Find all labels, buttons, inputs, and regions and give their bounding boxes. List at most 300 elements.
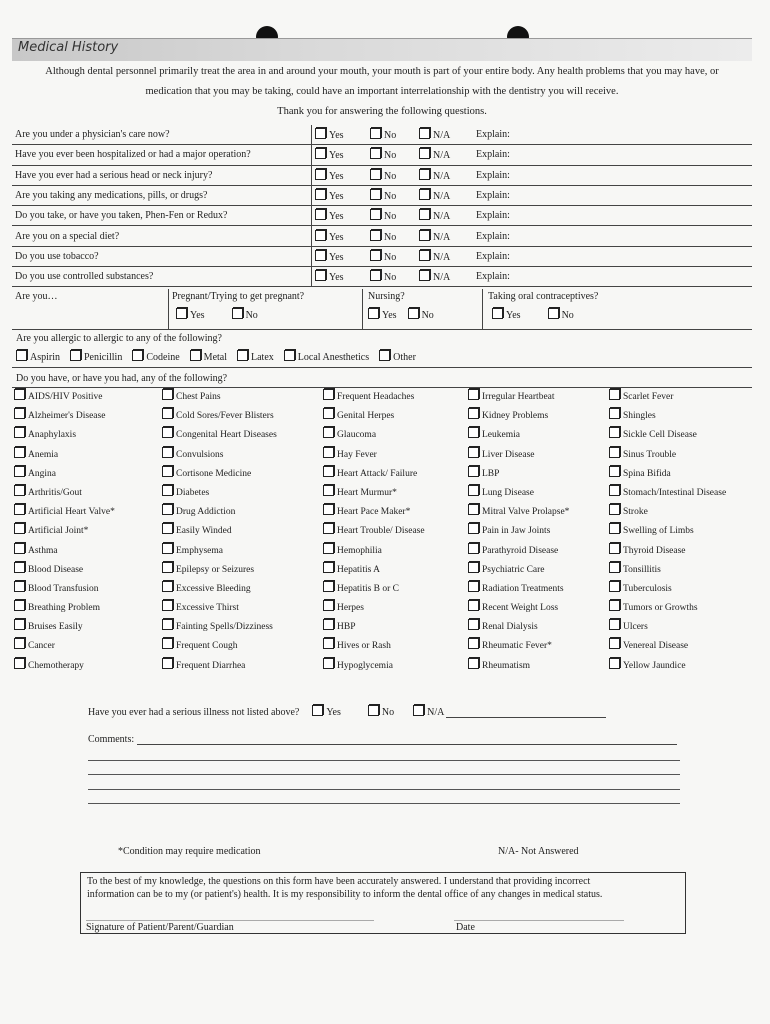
- condition-checkbox[interactable]: [162, 581, 173, 592]
- illness-no-checkbox[interactable]: [368, 705, 379, 716]
- no-option: [367, 226, 416, 246]
- condition-checkbox[interactable]: [609, 600, 620, 611]
- condition-checkbox[interactable]: [323, 504, 334, 515]
- condition-label: Alzheimer's Disease: [28, 411, 106, 422]
- explain-field[interactable]: [473, 185, 752, 205]
- condition-label: Psychiatric Care: [482, 564, 545, 575]
- condition-checkbox[interactable]: [14, 619, 25, 630]
- condition-label: Stroke: [623, 507, 648, 518]
- yes-label: Yes: [329, 231, 344, 243]
- condition-label: Easily Winded: [176, 526, 232, 537]
- comments-line[interactable]: [88, 803, 680, 804]
- condition-label: Hepatitis B or C: [337, 583, 400, 594]
- condition-item: [468, 484, 569, 503]
- condition-item: [323, 542, 425, 561]
- condition-label: Anaphylaxis: [28, 430, 77, 441]
- yes-checkbox[interactable]: [315, 209, 326, 220]
- allergy-label: Metal: [203, 352, 227, 363]
- condition-checkbox[interactable]: [609, 562, 620, 573]
- illness-na-checkbox[interactable]: [413, 705, 424, 716]
- condition-label: Chemotherapy: [28, 660, 84, 671]
- yes-option: [312, 125, 368, 145]
- condition-label: Kidney Problems: [482, 411, 549, 422]
- no-option: [367, 267, 416, 287]
- question-row: [12, 246, 752, 266]
- comments-line[interactable]: [88, 774, 680, 775]
- condition-item: [14, 522, 115, 541]
- allergy-options: [16, 350, 426, 363]
- question-row: [12, 165, 752, 185]
- condition-label: Hemophilia: [337, 545, 382, 556]
- condition-checkbox[interactable]: [323, 389, 334, 400]
- condition-label: Frequent Headaches: [337, 392, 415, 402]
- condition-label: Epilepsy or Seizures: [176, 564, 255, 575]
- condition-checkbox[interactable]: [323, 600, 334, 611]
- allergy-option: [237, 352, 274, 363]
- condition-item: [14, 503, 115, 522]
- allergy-checkbox[interactable]: [379, 350, 390, 361]
- condition-checkbox[interactable]: [468, 658, 479, 669]
- yes-checkbox[interactable]: [315, 250, 326, 261]
- explain-label: Explain:: [476, 210, 510, 222]
- explain-field[interactable]: [473, 125, 752, 145]
- condition-item: [323, 465, 425, 484]
- condition-item: [14, 446, 115, 465]
- condition-item: [323, 407, 425, 426]
- condition-checkbox[interactable]: [609, 638, 620, 649]
- condition-label: Excessive Thirst: [176, 603, 239, 614]
- illness-yes-checkbox[interactable]: [312, 705, 323, 716]
- na-checkbox[interactable]: [419, 250, 430, 261]
- form-title: Medical History: [18, 40, 119, 55]
- condition-label: Shingles: [623, 411, 656, 422]
- condition-checkbox[interactable]: [162, 389, 173, 400]
- condition-label: Venereal Disease: [623, 641, 689, 652]
- yes-option: [312, 145, 368, 165]
- condition-checkbox[interactable]: [609, 447, 620, 458]
- yes-checkbox[interactable]: [315, 189, 326, 200]
- signature-label: Signature of Patient/Parent/Guardian: [86, 922, 234, 933]
- condition-label: Asthma: [28, 545, 58, 556]
- no-option: [367, 125, 416, 145]
- condition-item: [14, 484, 115, 503]
- no-checkbox[interactable]: [370, 128, 381, 139]
- condition-label: Convulsions: [176, 449, 224, 460]
- allergy-option: [16, 352, 60, 363]
- condition-checkbox[interactable]: [14, 523, 25, 534]
- pregnant-label: Pregnant/Trying to get pregnant?: [172, 291, 305, 302]
- na-label: N/A: [433, 130, 451, 142]
- condition-checkbox[interactable]: [468, 504, 479, 515]
- condition-checkbox[interactable]: [162, 504, 173, 515]
- illness-question: Have you ever had a serious illness not listed above?: [88, 707, 300, 718]
- condition-checkbox[interactable]: [323, 562, 334, 573]
- condition-checkbox[interactable]: [323, 619, 334, 630]
- condition-label: Stomach/Intestinal Disease: [623, 487, 727, 498]
- contraceptives-no-label: No: [561, 310, 574, 321]
- condition-item: [468, 599, 569, 618]
- condition-checkbox[interactable]: [468, 562, 479, 573]
- na-option: [416, 165, 473, 185]
- condition-item: [468, 407, 569, 426]
- condition-checkbox[interactable]: [609, 658, 620, 669]
- medication-footnote: *Condition may require medication: [118, 846, 261, 857]
- question-row: [12, 125, 752, 145]
- allergy-label: Local Anesthetics: [297, 352, 370, 363]
- condition-checkbox[interactable]: [468, 408, 479, 419]
- explain-label: Explain:: [476, 230, 510, 242]
- condition-item: [323, 522, 425, 541]
- na-label: N/A: [433, 231, 451, 243]
- illness-yes-label: Yes: [326, 707, 341, 718]
- condition-label: Hypoglycemia: [337, 660, 393, 671]
- condition-checkbox[interactable]: [14, 562, 25, 573]
- condition-checkbox[interactable]: [14, 581, 25, 592]
- nursing-yes-checkbox[interactable]: [368, 308, 379, 319]
- condition-checkbox[interactable]: [468, 619, 479, 630]
- condition-item: [162, 503, 277, 522]
- condition-checkbox[interactable]: [162, 543, 173, 554]
- condition-label: Liver Disease: [482, 449, 535, 460]
- condition-item: [162, 388, 277, 407]
- yes-checkbox[interactable]: [315, 128, 326, 139]
- condition-checkbox[interactable]: [609, 504, 620, 515]
- explain-field[interactable]: [473, 165, 752, 185]
- condition-label: HBP: [337, 622, 356, 633]
- condition-label: Swelling of Limbs: [623, 526, 694, 537]
- conditions-column: [609, 388, 726, 676]
- condition-label: Tumors or Growths: [623, 603, 698, 614]
- allergy-checkbox[interactable]: [132, 350, 143, 361]
- explain-label: Explain:: [476, 169, 510, 181]
- condition-checkbox[interactable]: [14, 466, 25, 477]
- explain-field[interactable]: [473, 206, 752, 226]
- condition-checkbox[interactable]: [162, 427, 173, 438]
- na-option: [416, 145, 473, 165]
- condition-checkbox[interactable]: [323, 543, 334, 554]
- condition-label: Angina: [28, 468, 56, 479]
- na-checkbox[interactable]: [419, 128, 430, 139]
- question-row: [12, 145, 752, 165]
- yes-checkbox[interactable]: [315, 230, 326, 241]
- explain-field[interactable]: [473, 145, 752, 165]
- condition-label: Anemia: [28, 449, 59, 460]
- condition-checkbox[interactable]: [609, 543, 620, 554]
- yes-option: [312, 206, 368, 226]
- na-checkbox[interactable]: [419, 270, 430, 281]
- condition-checkbox[interactable]: [323, 427, 334, 438]
- nursing-question: [368, 291, 434, 331]
- condition-label: Tonsillitis: [623, 564, 661, 575]
- question-text: Do you use controlled substances?: [12, 267, 312, 287]
- condition-checkbox[interactable]: [323, 523, 334, 534]
- divider: [362, 289, 363, 329]
- yes-checkbox[interactable]: [315, 270, 326, 281]
- yes-option: [312, 185, 368, 205]
- no-option: [367, 206, 416, 226]
- condition-checkbox[interactable]: [468, 638, 479, 649]
- no-label: No: [384, 191, 397, 203]
- comments-line[interactable]: [137, 744, 677, 745]
- date-label: Date: [456, 922, 475, 933]
- condition-label: Breathing Problem: [28, 603, 101, 614]
- illness-na-label: N/A: [427, 707, 444, 718]
- contraceptives-yes-checkbox[interactable]: [492, 308, 503, 319]
- condition-item: [14, 580, 115, 599]
- na-footnote: N/A- Not Answered: [498, 846, 579, 857]
- condition-label: Artificial Joint*: [28, 526, 89, 537]
- yes-checkbox[interactable]: [315, 169, 326, 180]
- question-text: Are you on a special diet?: [12, 226, 312, 246]
- condition-item: [14, 561, 115, 580]
- allergy-option: [284, 352, 369, 363]
- condition-checkbox[interactable]: [323, 408, 334, 419]
- condition-item: [468, 465, 569, 484]
- na-label: N/A: [433, 251, 451, 263]
- condition-item: [609, 580, 726, 599]
- allergy-checkbox[interactable]: [284, 350, 295, 361]
- condition-label: Irregular Heartbeat: [482, 392, 555, 402]
- pregnant-yes-checkbox[interactable]: [176, 308, 187, 319]
- allergy-checkbox[interactable]: [190, 350, 201, 361]
- condition-label: Scarlet Fever: [623, 392, 674, 402]
- condition-label: Sinus Trouble: [623, 449, 677, 460]
- condition-label: Parathyroid Disease: [482, 545, 559, 556]
- condition-label: Drug Addiction: [176, 507, 236, 518]
- condition-checkbox[interactable]: [162, 447, 173, 458]
- condition-checkbox[interactable]: [14, 504, 25, 515]
- condition-checkbox[interactable]: [162, 619, 173, 630]
- contraceptives-no-checkbox[interactable]: [548, 308, 559, 319]
- condition-checkbox[interactable]: [609, 466, 620, 477]
- comments-line[interactable]: [88, 789, 680, 790]
- condition-label: Fainting Spells/Dizziness: [176, 622, 273, 633]
- yes-option: [312, 267, 368, 287]
- condition-checkbox[interactable]: [162, 600, 173, 611]
- yes-checkbox[interactable]: [315, 148, 326, 159]
- condition-checkbox[interactable]: [14, 427, 25, 438]
- no-label: No: [384, 130, 397, 142]
- nursing-label: Nursing?: [368, 291, 405, 302]
- condition-checkbox[interactable]: [162, 658, 173, 669]
- allergy-checkbox[interactable]: [16, 350, 27, 361]
- condition-item: [14, 465, 115, 484]
- explain-label: Explain:: [476, 250, 510, 262]
- condition-label: Frequent Diarrhea: [176, 660, 246, 671]
- condition-item: [323, 561, 425, 580]
- condition-item: [323, 503, 425, 522]
- condition-item: [14, 542, 115, 561]
- no-checkbox[interactable]: [370, 189, 381, 200]
- condition-checkbox[interactable]: [14, 485, 25, 496]
- condition-checkbox[interactable]: [468, 543, 479, 554]
- explain-label: Explain:: [476, 129, 510, 141]
- condition-checkbox[interactable]: [323, 658, 334, 669]
- no-label: No: [384, 211, 397, 223]
- condition-checkbox[interactable]: [609, 408, 620, 419]
- divider: [482, 289, 483, 329]
- condition-checkbox[interactable]: [468, 600, 479, 611]
- no-label: No: [384, 251, 397, 263]
- condition-label: Mitral Valve Prolapse*: [482, 507, 570, 518]
- condition-checkbox[interactable]: [468, 466, 479, 477]
- question-text: Are you taking any medications, pills, or drugs?: [12, 185, 312, 205]
- question-row: [12, 267, 752, 287]
- condition-checkbox[interactable]: [162, 466, 173, 477]
- condition-label: Cold Sores/Fever Blisters: [176, 411, 274, 422]
- illness-explain-line[interactable]: [446, 717, 606, 718]
- condition-checkbox[interactable]: [323, 581, 334, 592]
- condition-checkbox[interactable]: [468, 389, 479, 400]
- condition-label: Cancer: [28, 641, 55, 652]
- condition-label: Herpes: [337, 603, 364, 614]
- are-you-label: Are you…: [15, 291, 58, 302]
- no-checkbox[interactable]: [370, 169, 381, 180]
- na-checkbox[interactable]: [419, 209, 430, 220]
- allergy-option: [132, 352, 179, 363]
- nursing-no-label: No: [421, 310, 434, 321]
- condition-checkbox[interactable]: [162, 408, 173, 419]
- nursing-yes-label: Yes: [382, 310, 397, 321]
- explain-label: Explain:: [476, 271, 510, 283]
- conditions-column: [14, 388, 115, 676]
- condition-item: [14, 657, 115, 676]
- condition-checkbox[interactable]: [14, 658, 25, 669]
- pregnant-yes-label: Yes: [190, 310, 205, 321]
- condition-item: [468, 503, 569, 522]
- condition-checkbox[interactable]: [323, 466, 334, 477]
- condition-checkbox[interactable]: [609, 427, 620, 438]
- condition-checkbox[interactable]: [323, 485, 334, 496]
- condition-checkbox[interactable]: [468, 427, 479, 438]
- conditions-column: [162, 388, 277, 676]
- comments-line[interactable]: [88, 760, 680, 761]
- pregnant-no-checkbox[interactable]: [232, 308, 243, 319]
- intro-line-2: medication that you may be taking, could have an important interrelationship with the dentistry you will receive.: [145, 86, 619, 97]
- condition-checkbox[interactable]: [14, 600, 25, 611]
- no-checkbox[interactable]: [370, 230, 381, 241]
- condition-item: [162, 561, 277, 580]
- condition-label: Rheumatism: [482, 660, 531, 671]
- contraceptives-label: Taking oral contraceptives?: [488, 291, 599, 302]
- no-checkbox[interactable]: [370, 270, 381, 281]
- no-checkbox[interactable]: [370, 148, 381, 159]
- allergy-checkbox[interactable]: [70, 350, 81, 361]
- question-text: Have you ever had a serious head or neck injury?: [12, 165, 312, 185]
- allergy-label: Other: [393, 352, 416, 363]
- condition-item: [14, 388, 115, 407]
- na-checkbox[interactable]: [419, 189, 430, 200]
- condition-checkbox[interactable]: [14, 543, 25, 554]
- condition-item: [609, 407, 726, 426]
- condition-checkbox[interactable]: [323, 447, 334, 458]
- condition-checkbox[interactable]: [609, 485, 620, 496]
- condition-checkbox[interactable]: [609, 581, 620, 592]
- condition-checkbox[interactable]: [14, 389, 25, 400]
- na-label: N/A: [433, 272, 451, 284]
- no-option: [367, 185, 416, 205]
- condition-label: Rheumatic Fever*: [482, 641, 552, 652]
- explain-field[interactable]: [473, 226, 752, 246]
- comments-label: Comments:: [88, 734, 135, 745]
- condition-item: [468, 637, 569, 656]
- condition-item: [14, 599, 115, 618]
- condition-checkbox[interactable]: [162, 638, 173, 649]
- no-checkbox[interactable]: [370, 209, 381, 220]
- no-checkbox[interactable]: [370, 250, 381, 261]
- condition-checkbox[interactable]: [609, 619, 620, 630]
- condition-checkbox[interactable]: [162, 485, 173, 496]
- condition-label: Spina Bifida: [623, 468, 671, 479]
- allergy-option: [190, 352, 227, 363]
- pregnant-no-label: No: [245, 310, 258, 321]
- condition-label: Tuberculosis: [623, 583, 672, 594]
- condition-item: [14, 618, 115, 637]
- no-option: [367, 165, 416, 185]
- condition-label: Heart Trouble/ Disease: [337, 526, 425, 537]
- question-text: Do you take, or have you taken, Phen-Fen or Redux?: [12, 206, 312, 226]
- yes-label: Yes: [329, 130, 344, 142]
- condition-item: [609, 503, 726, 522]
- condition-label: Hives or Rash: [337, 641, 391, 652]
- date-line[interactable]: [454, 920, 624, 921]
- condition-label: Excessive Bleeding: [176, 583, 251, 594]
- condition-item: [323, 599, 425, 618]
- explain-field[interactable]: [473, 246, 752, 266]
- condition-item: [323, 388, 425, 407]
- yes-label: Yes: [329, 191, 344, 203]
- contraceptives-yes-label: Yes: [506, 310, 521, 321]
- na-checkbox[interactable]: [419, 169, 430, 180]
- condition-checkbox[interactable]: [162, 562, 173, 573]
- question-text: Do you use tobacco?: [12, 246, 312, 266]
- condition-item: [14, 426, 115, 445]
- condition-checkbox[interactable]: [468, 581, 479, 592]
- condition-item: [14, 407, 115, 426]
- allergy-label: Latex: [251, 352, 274, 363]
- condition-checkbox[interactable]: [609, 523, 620, 534]
- condition-checkbox[interactable]: [14, 447, 25, 458]
- condition-checkbox[interactable]: [468, 485, 479, 496]
- na-label: N/A: [433, 211, 451, 223]
- explain-field[interactable]: [473, 267, 752, 287]
- condition-checkbox[interactable]: [609, 389, 620, 400]
- condition-checkbox[interactable]: [14, 638, 25, 649]
- condition-label: Renal Dialysis: [482, 622, 538, 633]
- na-option: [416, 226, 473, 246]
- condition-item: [468, 522, 569, 541]
- condition-item: [162, 407, 277, 426]
- signature-line[interactable]: [86, 920, 374, 921]
- condition-checkbox[interactable]: [162, 523, 173, 534]
- allergy-checkbox[interactable]: [237, 350, 248, 361]
- question-text: Are you under a physician's care now?: [12, 125, 312, 145]
- nursing-no-checkbox[interactable]: [408, 308, 419, 319]
- condition-checkbox[interactable]: [468, 523, 479, 534]
- condition-label: Blood Disease: [28, 564, 84, 575]
- condition-item: [323, 580, 425, 599]
- condition-label: Lung Disease: [482, 487, 534, 498]
- condition-checkbox[interactable]: [14, 408, 25, 419]
- na-checkbox[interactable]: [419, 148, 430, 159]
- question-row: [12, 185, 752, 205]
- condition-checkbox[interactable]: [323, 638, 334, 649]
- condition-checkbox[interactable]: [468, 447, 479, 458]
- na-label: N/A: [433, 150, 451, 162]
- condition-label: Hay Fever: [337, 449, 377, 460]
- condition-label: AIDS/HIV Positive: [28, 392, 103, 402]
- na-checkbox[interactable]: [419, 230, 430, 241]
